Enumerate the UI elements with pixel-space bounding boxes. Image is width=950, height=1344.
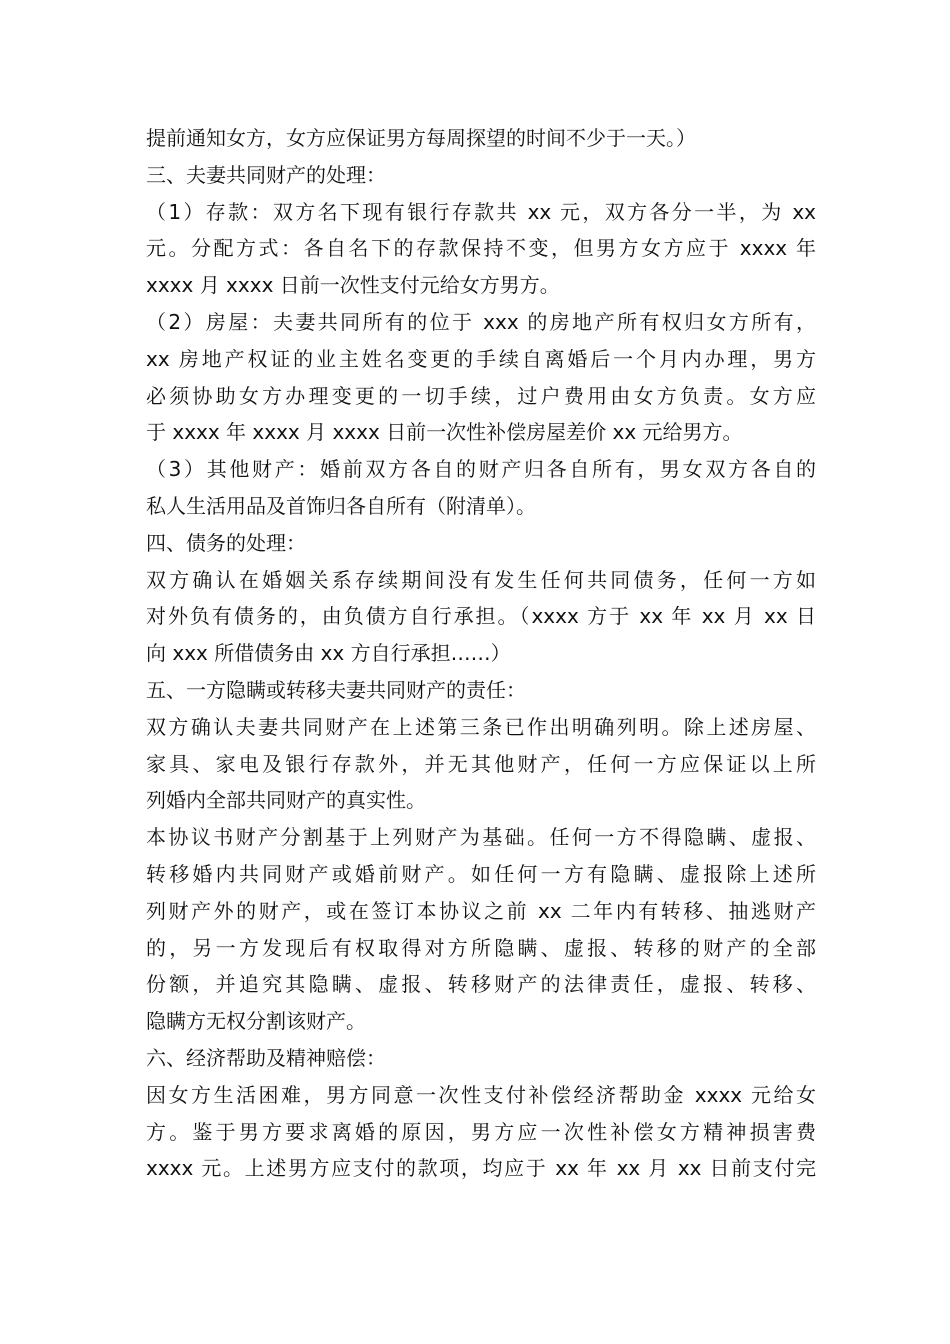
body-line: （1）存款：双方名下现有银行存款共 xx 元，双方各分一半，为 xx	[146, 199, 816, 224]
section-heading: 三、夫妻共同财产的处理：	[146, 162, 386, 187]
body-line: 提前通知女方，女方应保证男方每周探望的时间不少于一天。）	[146, 126, 696, 150]
body-line: 的，另一方发现后有权取得对方所隐瞒、虚报、转移的财产的全部	[146, 935, 816, 960]
body-line: 双方确认在婚姻关系存续期间没有发生任何共同债务，任何一方如	[146, 567, 816, 592]
body-line: 份额，并追究其隐瞒、虚报、转移财产的法律责任，虚报、转移、	[146, 972, 816, 997]
body-line: 双方确认夫妻共同财产在上述第三条已作出明确列明。除上述房屋、	[146, 714, 816, 739]
section-heading: 六、经济帮助及精神赔偿：	[146, 1045, 386, 1070]
body-line: 列财产外的财产，或在签订本协议之前 xx 二年内有转移、抽逃财产	[146, 898, 816, 923]
body-line: 对外负有债务的，由负债方自行承担。（xxxx 方于 xx 年 xx 月 xx 日	[146, 604, 816, 629]
body-line: 列婚内全部共同财产的真实性。	[146, 788, 426, 813]
body-line: xxxx 月 xxxx 日前一次性支付元给女方男方。	[146, 273, 560, 298]
body-line: （3）其他财产：婚前双方各自的财产归各自所有，男女双方各自的	[146, 457, 816, 482]
body-line: 方。鉴于男方要求离婚的原因，男方应一次性补偿女方精神损害费	[146, 1119, 816, 1144]
body-line: 家具、家电及银行存款外，并无其他财产，任何一方应保证以上所	[146, 751, 816, 776]
body-line: xx 房地产权证的业主姓名变更的手续自离婚后一个月内办理，男方	[146, 346, 816, 371]
section-heading: 四、债务的处理：	[146, 530, 306, 555]
body-line: 于 xxxx 年 xxxx 月 xxxx 日前一次性补偿房屋差价 xx 元给男方。	[146, 420, 743, 445]
document-body	[146, 120, 816, 1187]
body-line: 因女方生活困难，男方同意一次性支付补偿经济帮助金 xxxx 元给女	[146, 1082, 816, 1107]
body-line: 向 xxx 所借债务由 xx 方自行承担……）	[146, 641, 511, 666]
body-line: 必须协助女方办理变更的一切手续，过户费用由女方负责。女方应	[146, 383, 816, 408]
body-line: 元。分配方式：各自名下的存款保持不变，但男方女方应于 xxxx 年	[146, 236, 816, 261]
body-line: 本协议书财产分割基于上列财产为基础。任何一方不得隐瞒、虚报、	[146, 825, 816, 850]
body-line: 私人生活用品及首饰归各自所有（附清单）。	[146, 493, 536, 518]
body-line: 转移婚内共同财产或婚前财产。如任何一方有隐瞒、虚报除上述所	[146, 861, 816, 886]
section-heading: 五、一方隐瞒或转移夫妻共同财产的责任：	[146, 677, 526, 702]
body-line: （2）房屋：夫妻共同所有的位于 xxx 的房地产所有权归女方所有，	[146, 309, 816, 334]
body-line: 隐瞒方无权分割该财产。	[146, 1009, 366, 1034]
body-line: xxxx 元。上述男方应支付的款项，均应于 xx 年 xx 月 xx 日前支付完	[146, 1156, 816, 1181]
